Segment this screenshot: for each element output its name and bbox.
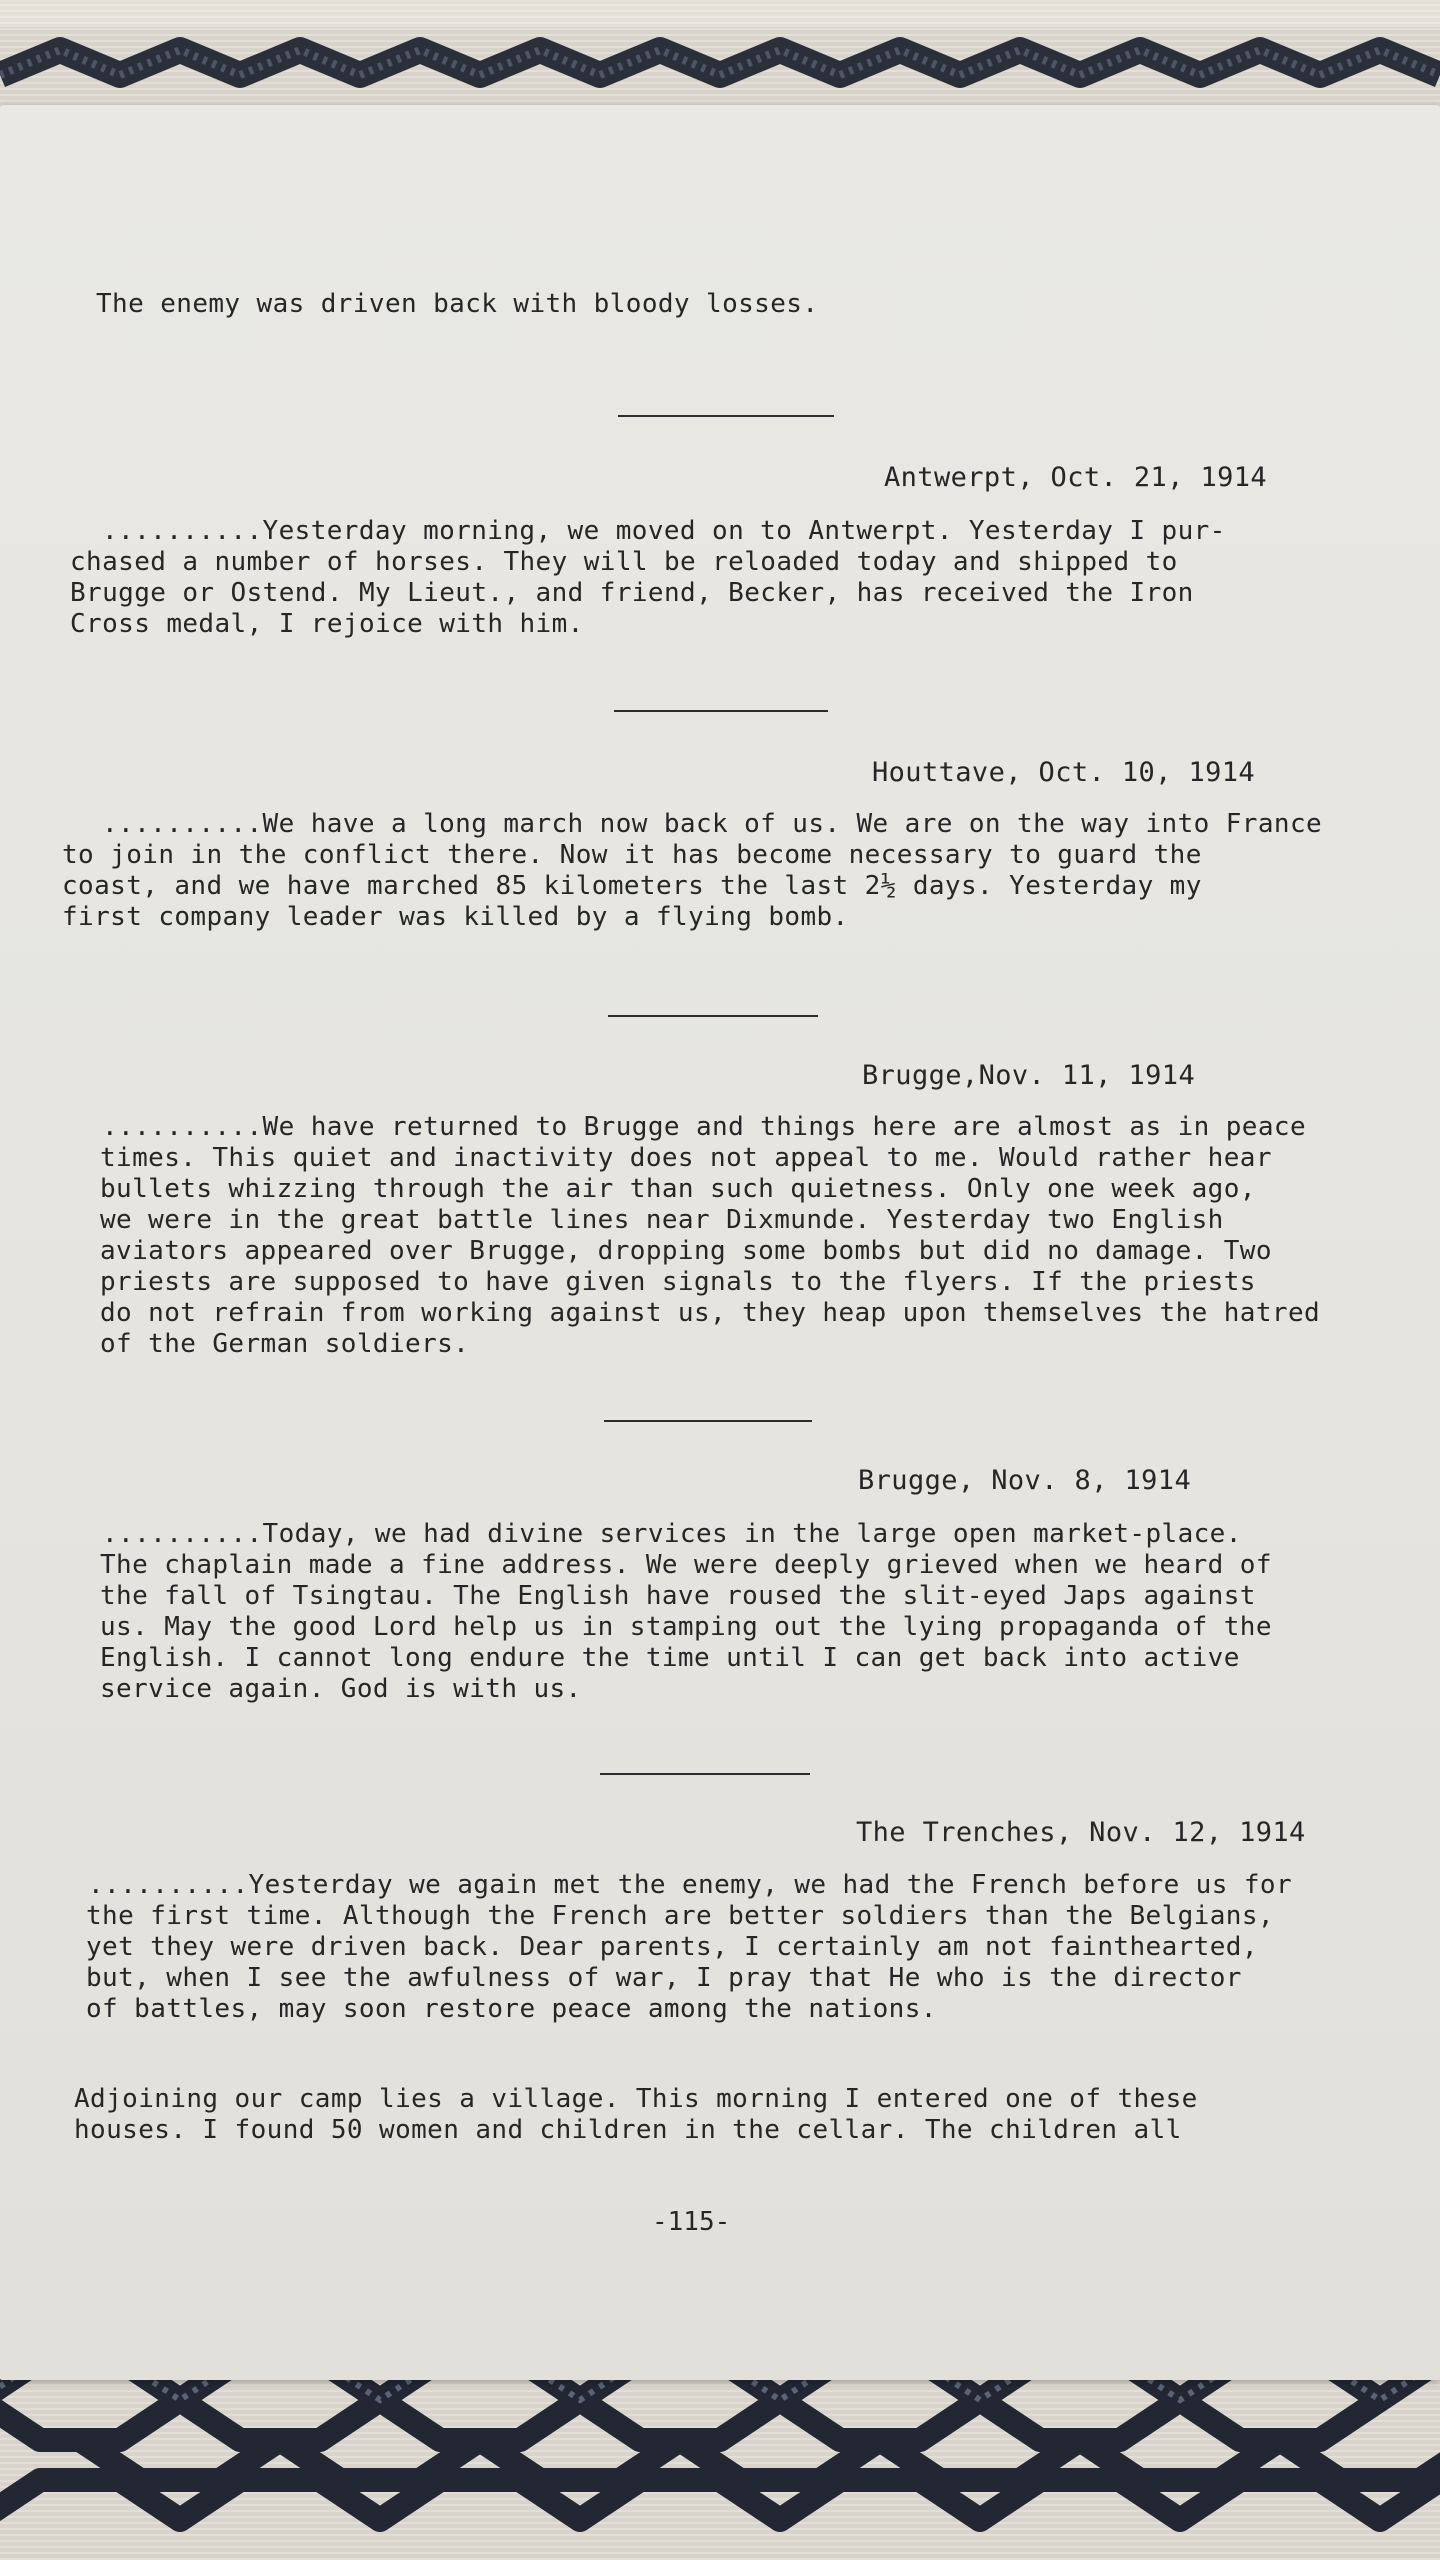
entry-text-line: ..........Yesterday morning, we moved on to Antwerpt. Yesterday I pur- (102, 516, 1226, 546)
entry-text-line: coast, and we have marched 85 kilometers the last 2½ days. Yesterday my (62, 871, 1202, 901)
entry-heading: The Trenches, Nov. 12, 1914 (856, 1817, 1306, 1848)
entry-text-line: but, when I see the awfulness of war, I pray that He who is the director (86, 1963, 1242, 1993)
entry-text-line: chased a number of horses. They will be reloaded today and shipped to (70, 547, 1178, 577)
entry-text-line: The chaplain made a fine address. We were deeply grieved when we heard of (100, 1550, 1272, 1580)
entry-text-line: of the German soldiers. (100, 1329, 470, 1359)
section-divider (618, 415, 834, 417)
section-divider (600, 1773, 810, 1775)
entry-text-line: we were in the great battle lines near Dixmunde. Yesterday two English (100, 1205, 1224, 1235)
entry-text-line: ..........We have returned to Brugge and things here are almost as in peace (102, 1112, 1306, 1142)
page-number: -115- (652, 2207, 731, 2237)
entry-text-line: service again. God is with us. (100, 1674, 582, 1704)
intro-line: The enemy was driven back with bloody losses. (96, 289, 819, 319)
entry-text-line: times. This quiet and inactivity does not appeal to me. Would rather hear (100, 1143, 1272, 1173)
entry-heading: Houttave, Oct. 10, 1914 (872, 757, 1256, 788)
section-divider (614, 710, 828, 712)
entry-text-line: the first time. Although the French are better soldiers than the Belgians, (86, 1901, 1274, 1931)
typed-page (0, 105, 1440, 2380)
entry-text-line: us. May the good Lord help us in stamping out the lying propaganda of the (100, 1612, 1272, 1642)
entry-text-line: do not refrain from working against us, they heap upon themselves the hatred (100, 1298, 1321, 1328)
entry-text-line: Brugge or Ostend. My Lieut., and friend, Becker, has received the Iron (70, 578, 1194, 608)
entry-text-line: priests are supposed to have given signals to the flyers. If the priests (100, 1267, 1256, 1297)
entry-heading: Brugge,Nov. 11, 1914 (862, 1060, 1196, 1091)
entry-text-line: first company leader was killed by a flying bomb. (62, 902, 849, 932)
entry-text-line: bullets whizzing through the air than such quietness. Only one week ago, (100, 1174, 1256, 1204)
entry-heading: Antwerpt, Oct. 21, 1914 (884, 462, 1268, 493)
entry-text-line: ..........Yesterday we again met the enemy, we had the French before us for (88, 1870, 1292, 1900)
closing-text-line: houses. I found 50 women and children in the cellar. The children all (74, 2115, 1182, 2145)
entry-text-line: the fall of Tsingtau. The English have roused the slit-eyed Japs against (100, 1581, 1256, 1611)
entry-text-line: aviators appeared over Brugge, dropping some bombs but did no damage. Two (100, 1236, 1272, 1266)
entry-text-line: Cross medal, I rejoice with him. (70, 609, 584, 639)
entry-heading: Brugge, Nov. 8, 1914 (858, 1465, 1192, 1496)
entry-text-line: ..........We have a long march now back of us. We are on the way into France (102, 809, 1323, 839)
section-divider (604, 1420, 812, 1422)
entry-text-line: of battles, may soon restore peace among the nations. (86, 1994, 937, 2024)
entry-text-line: ..........Today, we had divine services in the large open market-place. (102, 1519, 1242, 1549)
closing-text-line: Adjoining our camp lies a village. This morning I entered one of these (74, 2084, 1198, 2114)
entry-text-line: English. I cannot long endure the time until I can get back into active (100, 1643, 1240, 1673)
entry-text-line: to join in the conflict there. Now it has become necessary to guard the (62, 840, 1202, 870)
entry-text-line: yet they were driven back. Dear parents, I certainly am not fainthearted, (86, 1932, 1258, 1962)
section-divider (608, 1015, 818, 1017)
